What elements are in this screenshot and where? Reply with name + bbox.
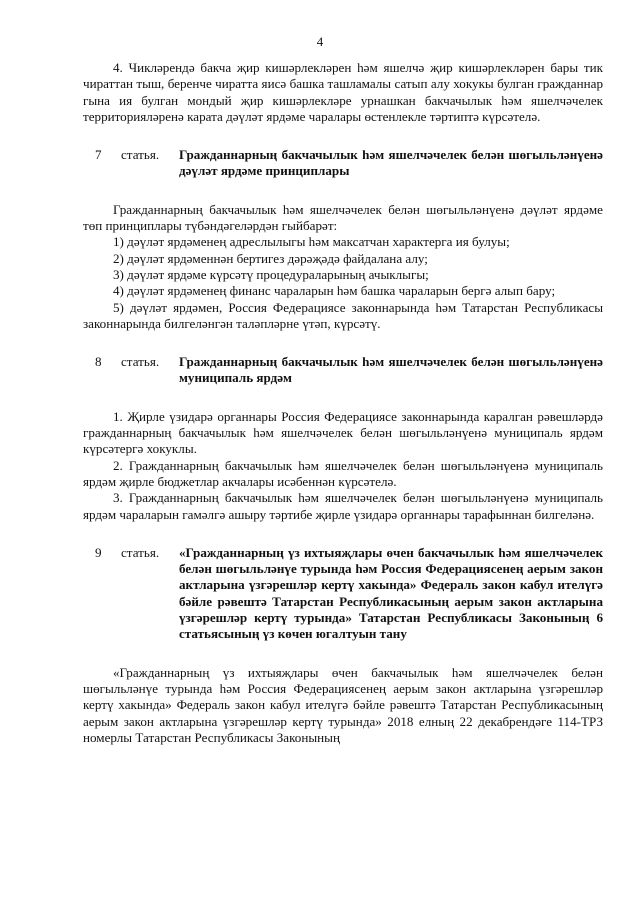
- document-body: [83, 60, 603, 746]
- list-item: 2) дәүләт ярдәменнән бертигез дәрәҗәдә файдалана алу;: [113, 250, 428, 266]
- list-item: 1. Җирле үзидарә органнары Россия Федерациясе законнарында каралган рәвешләрдә гражданнарның бакчачылык һәм яшелчәчелек белән шөгыльләнүенә муниципаль ярдәм күрсәтергә хокуклы.: [83, 408, 603, 457]
- article-number: 9: [95, 544, 102, 560]
- paragraph-clause-4: 4. Чикләрендә бакча җир кишәрлекләрен һәм яшелчә җир кишәрлекләрен бары тик чираттан тыш, беренче чиратта яисә башка ташламалы сатып алу хокукы булган гражданнар гына ия булган мондый җир кишәрлекләре урнашкан бакчачылык һәм яшелчәчелек территорияләренә карата дәүләт ярдәме чаралары өстенлекле тәртиптә күрсәтелә.: [83, 60, 603, 124]
- article-word: статья.: [121, 354, 160, 370]
- page-number: 4: [316, 34, 324, 49]
- article-8-heading: [83, 354, 603, 387]
- article-title: Гражданнарның бакчачылык һәм яшелчәчелек белән шөгыльләнүенә муниципаль ярдәм: [179, 354, 603, 386]
- article-word: статья.: [121, 544, 160, 560]
- list-item: 4) дәүләт ярдәменең финанс чараларын һәм башка чараларын бергә алып бару;: [113, 283, 556, 299]
- article-number: 8: [95, 354, 102, 370]
- article-number: 7: [95, 147, 102, 163]
- article-7-heading: [83, 147, 603, 180]
- article-word: статья.: [121, 147, 160, 163]
- list-item: 2. Гражданнарның бакчачылык һәм яшелчәчелек белән шөгыльләнүенә муниципаль ярдәм җирле бюджетлар акчалары исәбеннән күрсәтелә.: [83, 457, 603, 489]
- list-item: 3) дәүләт ярдәме күрсәтү процедураларының ачыклыгы;: [113, 266, 429, 282]
- list-item: 1) дәүләт ярдәменең адреслылыгы һәм максатчан характерга ия булуы;: [113, 234, 510, 250]
- article-9-heading: [83, 545, 603, 643]
- article-title: Гражданнарның бакчачылык һәм яшелчәчелек белән шөгыльләнүенә дәүләт ярдәме принциплары: [179, 147, 603, 179]
- article-7-intro: Гражданнарның бакчачылык һәм яшелчәчелек белән шөгыльләнүенә дәүләт ярдәме төп принциплары түбәндәгеләрдән гыйбарәт:: [83, 201, 603, 234]
- list-item: 5) дәүләт ярдәмен, Россия Федерациясе законнарында һәм Татарстан Республикасы законнарында билгеләнгән таләпләрне үтәп, күрсәтү.: [83, 299, 603, 331]
- article-9-text: «Гражданнарның үз ихтыяҗлары өчен бакчачылык һәм яшелчәчелек белән шөгыльләнүе турында һәм Россия Федерациясенең аерым закон актларына үзгәрешләр кертү хакында» Федераль закон кабул ителүгә бәйле рәвештә Татарстан Республикасының аерым закон актларына үзгәрешләр кертү турында» 2018 елның 22 декабрендәге 114-ТРЗ номерлы Татарстан Республикасы Законының: [83, 664, 603, 745]
- list-item: 3. Гражданнарның бакчачылык һәм яшелчәчелек белән шөгыльләнүенә муниципаль ярдәм чараларын гамәлгә ашыру тәртибе җирле үзидарә органнары тарафыннан билгеләнә.: [83, 490, 603, 522]
- article-title: «Гражданнарның үз ихтыяҗлары өчен бакчачылык һәм яшелчәчелек белән шөгыльләнүе турында һәм Россия Федерациясенең аерым закон актларына үзгәрешләр кертү хакында» Федераль закон кабул ителүгә бәйле рәвештә Татарстан Республикасының аерым закон актларына үзгәрешләр кертү турында» Татарстан Республикасы Законының 6 статьясының үз көчен югалтуын тану: [179, 544, 603, 642]
